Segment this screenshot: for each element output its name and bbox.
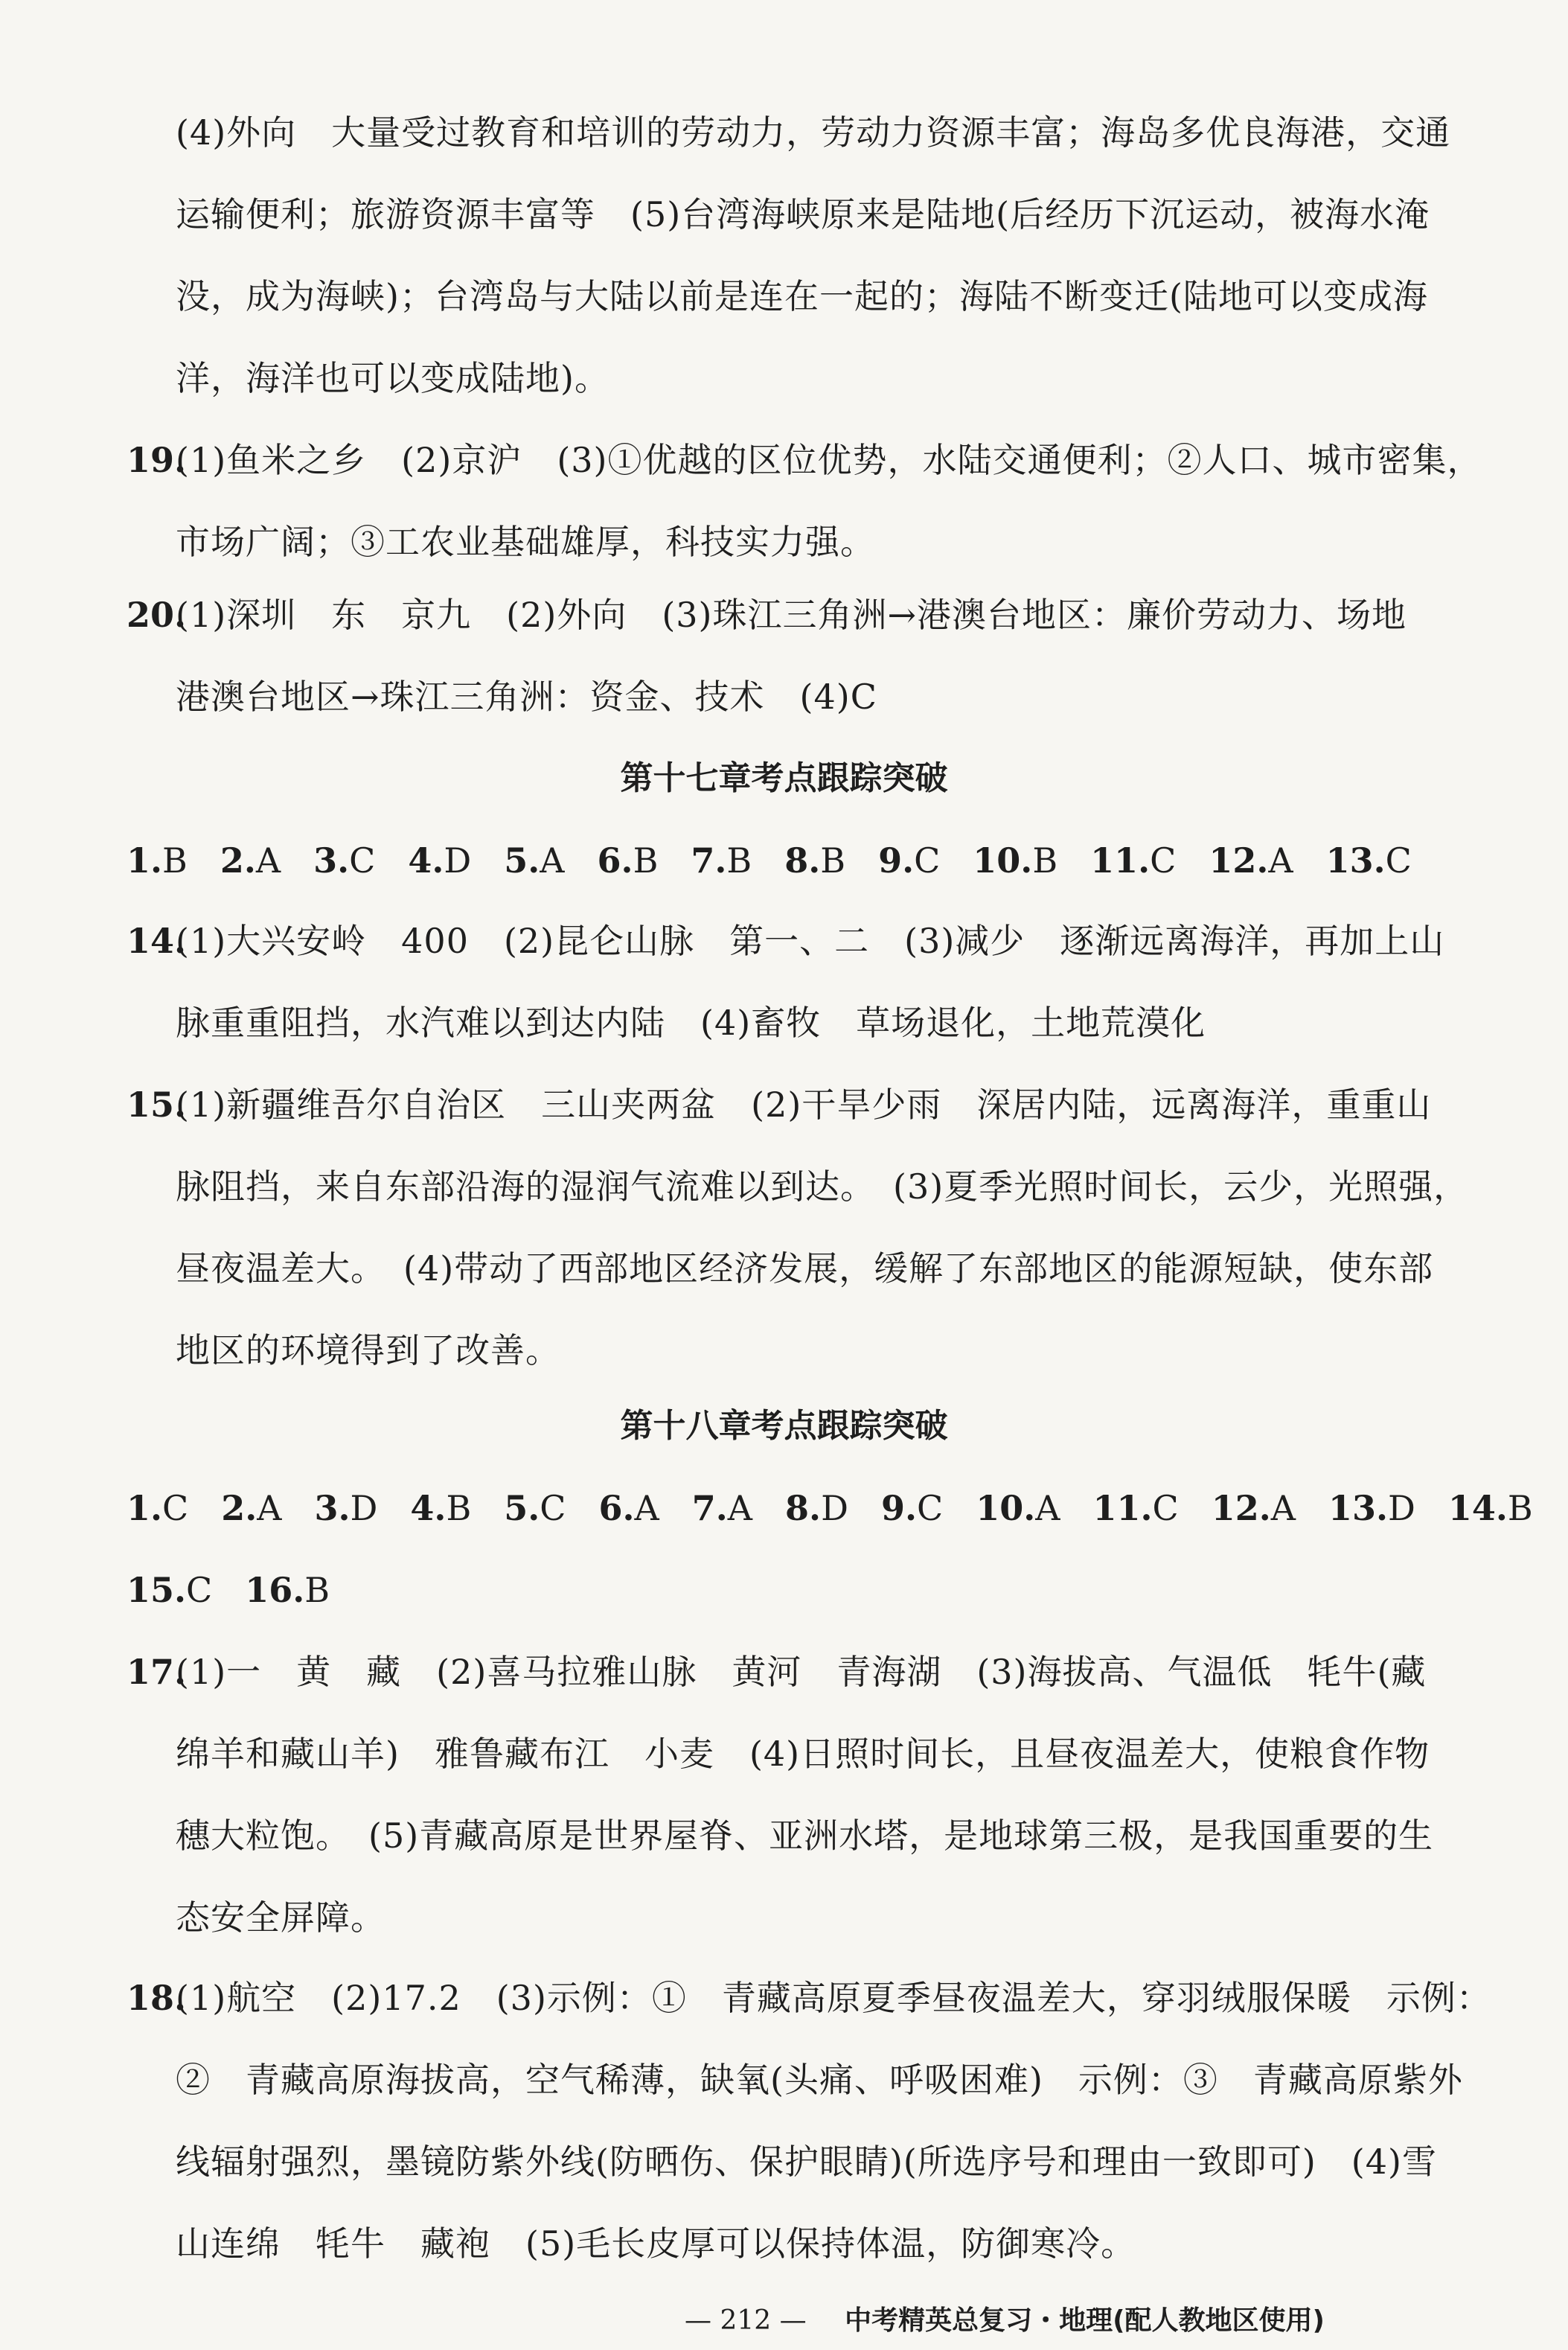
choice-number: 12. bbox=[1209, 840, 1269, 881]
choice-letter: D bbox=[444, 840, 472, 881]
choice-letter: C bbox=[914, 840, 941, 881]
answer-line: 线辐射强烈，墨镜防紫外线(防晒伤、保护眼睛)(所选序号和理由一致即可) (4)雪 bbox=[176, 2142, 1437, 2182]
choice-number: 13. bbox=[1328, 1488, 1388, 1528]
choice-letter: B bbox=[820, 840, 846, 881]
choice-answer bbox=[127, 838, 188, 883]
choice-answer bbox=[878, 838, 940, 883]
answer-line: ② 青藏高原海拔高，空气稀薄，缺氧(头痛、呼吸困难) 示例：③ 青藏高原紫外 bbox=[176, 2060, 1463, 2100]
answer-line: 没，成为海峡)；台湾岛与大陆以前是连在一起的；海陆不断变迁(陆地可以变成海 bbox=[176, 276, 1428, 316]
choice-number: 11. bbox=[1092, 1488, 1153, 1528]
choice-letter: C bbox=[1385, 840, 1412, 881]
choice-answer bbox=[127, 1568, 212, 1612]
choice-answer bbox=[1209, 838, 1293, 883]
choice-answer bbox=[692, 1486, 752, 1530]
choice-answer bbox=[315, 1486, 378, 1530]
choice-letter: A bbox=[1268, 840, 1293, 881]
choice-answer bbox=[127, 1486, 188, 1530]
choice-answer bbox=[1326, 838, 1412, 883]
answer-line: 穗大粒饱。 (5)青藏高原是世界屋脊、亚洲水塔，是地球第三极，是我国重要的生 bbox=[176, 1816, 1434, 1856]
choice-answer bbox=[504, 1486, 566, 1530]
choice-letter: B bbox=[162, 840, 188, 881]
choice-number: 13. bbox=[1325, 840, 1386, 881]
multiple-choice-row bbox=[127, 838, 1479, 883]
choice-number: 11. bbox=[1090, 840, 1151, 881]
choice-answer bbox=[220, 838, 281, 883]
answer-line: (1)鱼米之乡 (2)京沪 (3)①优越的区位优势，水陆交通便利；②人口、城市密集， bbox=[176, 440, 1482, 480]
choice-letter: C bbox=[162, 1488, 189, 1528]
question-number: 18. bbox=[127, 1978, 187, 2018]
choice-number: 10. bbox=[976, 1488, 1036, 1528]
choice-answer bbox=[973, 838, 1057, 883]
answer-line: 态安全屏障。 bbox=[176, 1897, 385, 1938]
choice-letter: A bbox=[1270, 1488, 1296, 1528]
choice-answer bbox=[691, 838, 752, 883]
answer-line: 港澳台地区→珠江三角洲：资金、技术 (4)C bbox=[176, 677, 877, 717]
book-title: 中考精英总复习・地理(配人教地区使用) bbox=[845, 2305, 1325, 2336]
choice-answer bbox=[784, 838, 845, 883]
choice-letter: A bbox=[727, 1488, 753, 1528]
choice-answer bbox=[881, 1486, 943, 1530]
multiple-choice-row bbox=[127, 1486, 1533, 1530]
choice-answer bbox=[504, 838, 564, 883]
answer-line: 运输便利；旅游资源丰富等 (5)台湾海峡原来是陆地(后经历下沉运动，被海水淹 bbox=[176, 194, 1430, 234]
choice-number: 6. bbox=[597, 840, 633, 881]
answer-line: 昼夜温差大。 (4)带动了西部地区经济发展，缓解了东部地区的能源短缺，使东部 bbox=[176, 1248, 1434, 1289]
choice-number: 8. bbox=[784, 840, 821, 881]
choice-number: 9. bbox=[880, 1488, 917, 1528]
choice-number: 6. bbox=[598, 1488, 635, 1528]
choice-number: 3. bbox=[314, 1488, 351, 1528]
choice-number: 7. bbox=[691, 1488, 728, 1528]
answer-line: 脉阻挡，来自东部沿海的湿润气流难以到达。 (3)夏季光照时间长，云少，光照强， bbox=[176, 1166, 1469, 1207]
answer-line: (1)一 黄 藏 (2)喜马拉雅山脉 黄河 青海湖 (3)海拔高、气温低 牦牛(藏 bbox=[176, 1652, 1427, 1692]
choice-letter: C bbox=[916, 1488, 944, 1528]
choice-letter: B bbox=[446, 1488, 472, 1528]
choice-number: 1. bbox=[127, 840, 163, 881]
choice-number: 7. bbox=[691, 840, 727, 881]
answer-line: 地区的环境得到了改善。 bbox=[176, 1330, 560, 1370]
question-number: 15. bbox=[127, 1085, 187, 1125]
choice-answer bbox=[221, 1486, 281, 1530]
choice-letter: C bbox=[1152, 1488, 1179, 1528]
choice-letter: D bbox=[1387, 1488, 1415, 1528]
choice-letter: A bbox=[634, 1488, 659, 1528]
choice-letter: A bbox=[1035, 1488, 1060, 1528]
question-number: 17. bbox=[127, 1652, 187, 1692]
choice-answer bbox=[785, 1486, 848, 1530]
choice-answer bbox=[598, 838, 659, 883]
answer-line: 山连绵 牦牛 藏袍 (5)毛长皮厚可以保持体温，防御寒冷。 bbox=[176, 2223, 1136, 2264]
answer-line: (1)深圳 东 京九 (2)外向 (3)珠江三角洲→港澳台地区：廉价劳动力、场地 bbox=[176, 595, 1407, 635]
choice-letter: C bbox=[1150, 840, 1177, 881]
choice-letter: D bbox=[821, 1488, 848, 1528]
choice-answer bbox=[1092, 1486, 1178, 1530]
choice-number: 5. bbox=[504, 1488, 540, 1528]
choice-letter: A bbox=[540, 840, 565, 881]
answer-line: (1)大兴安岭 400 (2)昆仑山脉 第一、二 (3)减少 逐渐远离海洋，再加上山 bbox=[176, 921, 1445, 961]
choice-number: 5. bbox=[504, 840, 540, 881]
choice-answer bbox=[1090, 838, 1176, 883]
answer-line: 市场广阔；③工农业基础雄厚，科技实力强。 bbox=[176, 522, 875, 562]
choice-letter: D bbox=[350, 1488, 378, 1528]
answer-line: 洋，海洋也可以变成陆地)。 bbox=[176, 358, 609, 398]
choice-answer bbox=[245, 1568, 330, 1612]
choice-number: 12. bbox=[1211, 1488, 1271, 1528]
multiple-choice-row bbox=[127, 1568, 1479, 1612]
answer-line: (1)航空 (2)17.2 (3)示例：① 青藏高原夏季昼夜温差大，穿羽绒服保暖 示例： bbox=[176, 1978, 1491, 2018]
choice-letter: C bbox=[540, 1488, 566, 1528]
answer-line: 脉重重阻挡，水汽难以到达内陆 (4)畜牧 草场退化，土地荒漠化 bbox=[176, 1003, 1206, 1043]
page-footer bbox=[685, 2305, 1325, 2337]
chapter-title: 第十八章考点跟踪突破 bbox=[620, 1407, 948, 1445]
question-number: 14. bbox=[127, 921, 187, 961]
choice-number: 1. bbox=[127, 1488, 163, 1528]
choice-answer bbox=[599, 1486, 659, 1530]
answer-line: 绵羊和藏山羊) 雅鲁藏布江 小麦 (4)日照时间长，且昼夜温差大，使粮食作物 bbox=[176, 1734, 1430, 1774]
choice-answer bbox=[1212, 1486, 1296, 1530]
choice-letter: A bbox=[257, 1488, 282, 1528]
choice-letter: B bbox=[1507, 1488, 1533, 1528]
choice-letter: C bbox=[186, 1570, 213, 1610]
choice-letter: B bbox=[726, 840, 752, 881]
choice-answer bbox=[1328, 1486, 1415, 1530]
page-number: — 212 — bbox=[685, 2305, 807, 2336]
choice-letter: A bbox=[255, 840, 281, 881]
choice-number: 14. bbox=[1447, 1488, 1508, 1528]
choice-letter: C bbox=[349, 840, 376, 881]
choice-answer bbox=[410, 1486, 471, 1530]
choice-answer bbox=[313, 838, 375, 883]
choice-answer bbox=[976, 1486, 1060, 1530]
choice-number: 3. bbox=[313, 840, 350, 881]
choice-number: 10. bbox=[973, 840, 1033, 881]
choice-answer bbox=[408, 838, 471, 883]
choice-number: 16. bbox=[245, 1570, 305, 1610]
choice-letter: B bbox=[304, 1570, 330, 1610]
choice-letter: B bbox=[633, 840, 659, 881]
choice-number: 2. bbox=[221, 1488, 257, 1528]
choice-number: 15. bbox=[127, 1570, 187, 1610]
choice-number: 4. bbox=[408, 840, 444, 881]
answer-line: (1)新疆维吾尔自治区 三山夹两盆 (2)干旱少雨 深居内陆，远离海洋，重重山 bbox=[176, 1085, 1432, 1125]
choice-letter: B bbox=[1032, 840, 1058, 881]
choice-number: 8. bbox=[785, 1488, 822, 1528]
question-number: 20. bbox=[127, 595, 187, 635]
choice-number: 2. bbox=[220, 840, 256, 881]
chapter-title: 第十七章考点跟踪突破 bbox=[620, 759, 948, 797]
question-number: 19. bbox=[127, 440, 187, 480]
choice-number: 9. bbox=[878, 840, 915, 881]
choice-number: 4. bbox=[410, 1488, 447, 1528]
choice-answer bbox=[1448, 1486, 1533, 1530]
answer-line: (4)外向 大量受过教育和培训的劳动力，劳动力资源丰富；海岛多优良海港，交通 bbox=[176, 112, 1451, 153]
